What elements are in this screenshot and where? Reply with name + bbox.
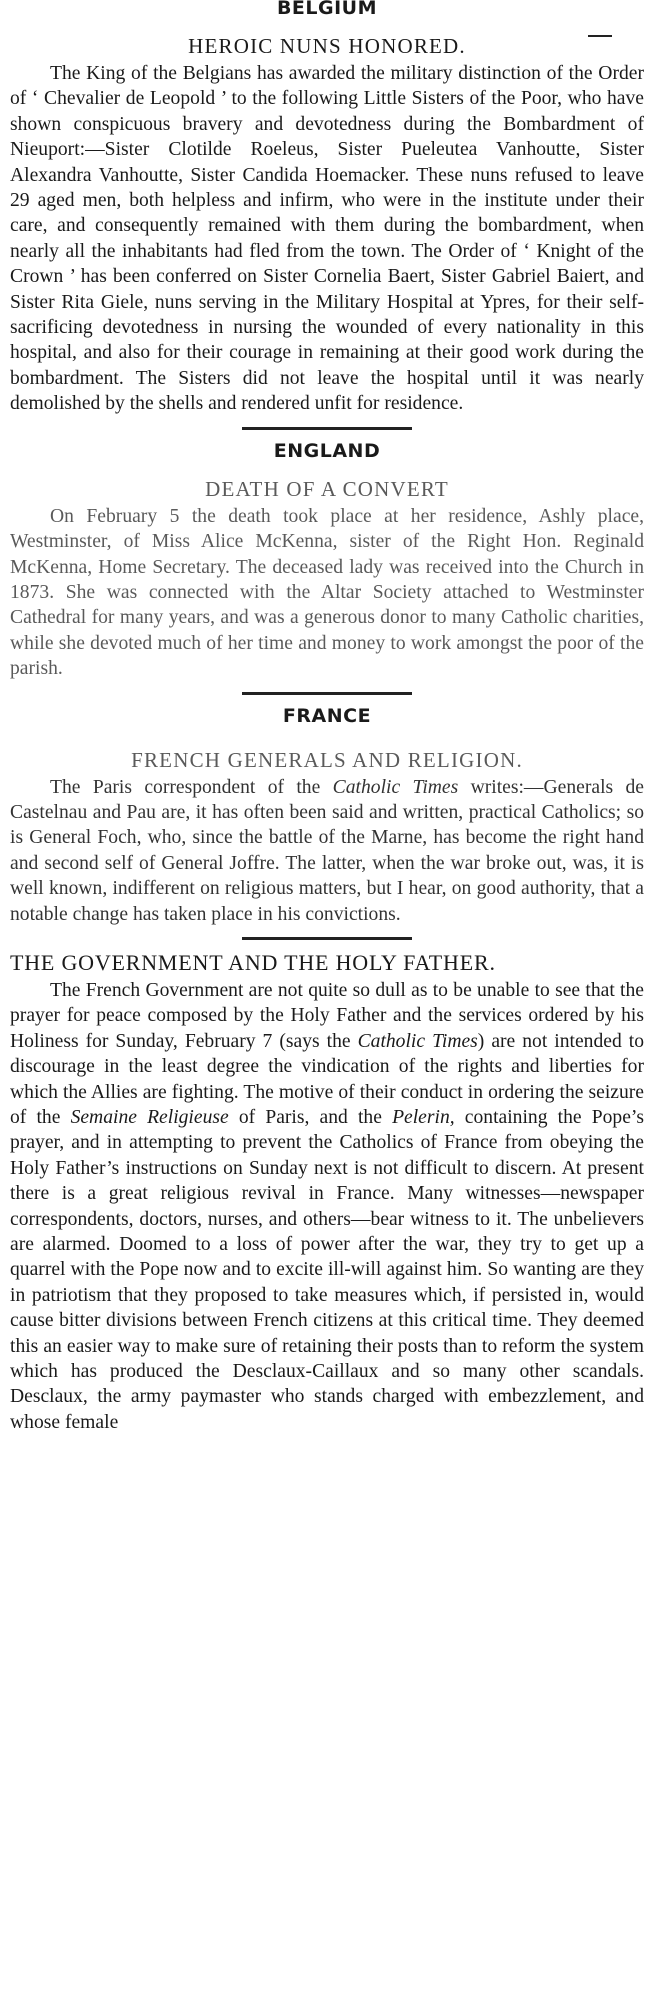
article-body-heroic-nuns: The King of the Belgians has awarded the military distinction of the Order of ‘ Chevalier de Leopold ’ to the following Little Sisters of the Poor, who have shown conspicuous bravery and devotedness during the Bombardment of Nieuport:—Sister Clotilde Roeleus, Sister Pueleutea Vanhoutte, Sister Alexandra Vanhoutte, Sister Candida Hoemacker. These nuns refused to leave 29 aged men, both helpless and infirm, who were in the institute under their care, and consequently remained with them during the bombardment, when nearly all the inhabitants had fled from the town. The Order of ‘ Knight of the Crown ’ has been conferred on Sister Cornelia Baert, Sister Gabriel Baiert, and Sister Rita Giele, nuns serving in the Military Hospital at Ypres, for their self-sacrificing devotedness in nursing the wounded of every nationality in this hospital, and also for their courage in remaining at their good work during the bombardment. The Sisters did not leave the hospital until it was nearly demolished by the shells and rendered unfit for residence.	[10, 63, 644, 415]
section-heading-england: ENGLAND	[273, 439, 381, 462]
publication-name: Catholic Times	[332, 776, 459, 798]
belgium-section	[10, 0, 644, 417]
article-body-death-of-a-convert: On February 5 the death took place at her residence, Ashly place, Westminster, of Miss Alice McKenna, sister of the Right Hon. Reginald McKenna, Home Secretary. The deceased lady was received into the Church in 1873. She was connected with the Altar Society attached to Westminster Cathedral for many years, and was a generous donor to many Catholic charities, while she devoted much of her time and money to work amongst the poor of the parish.	[10, 505, 644, 680]
section-divider	[242, 937, 412, 940]
article-title-government-holy-father: THE GOVERNMENT AND THE HOLY FATHER.	[10, 949, 496, 975]
article-title-french-generals: FRENCH GENERALS AND RELIGION.	[131, 747, 523, 772]
text-run: writes:—Generals de Castelnau and Pau are, it has often been said and written, practical Catholics; so is General Foch, who, since the battle of the Marne, has become the right hand and second self of General Joffre. The latter, when the war broke out, was, it is well known, indifferent on religious matters, but I hear, on good authority, that a notable change has taken place in his convictions.	[10, 776, 644, 925]
publication-name: Pelerin,	[392, 1107, 455, 1128]
text-run: ) are not intended to discourage in the least degree the vindication of the rights and liberties for which the Allies are fighting. The motive of their conduct in ordering the seizure of the	[10, 1030, 644, 1128]
text-run: The Paris correspondent of the	[50, 776, 333, 798]
publication-name: Catholic Times	[357, 1030, 478, 1052]
section-divider	[242, 427, 412, 430]
section-heading-belgium: BELGIUM	[276, 0, 378, 19]
text-run: containing the Pope’s prayer, and in attempting to prevent the Catholics of France from obeying the Holy Father’s instructions on Sunday next is not difficult to discern. At present there is a great religious revival in France. Many witnesses—newspaper correspondents, doctors, nurses, and others—bear witness to it. The unbelievers are alarmed. Doomed to a loss of power after the war, they try to get up a quarrel with the Pope now and to excite ill-will against him. So wanting are they in patriotism that they proposed to take measures which, if persisted in, would cause bitter divisions between French citizens at this critical time. They deemed this an easier way to make sure of retaining their posts than to reform the system which has produced the Desclaux-Caillaux and so many other scandals. Desclaux, the army paymaster who stands charged with embezzlement, and whose female	[10, 1107, 644, 1433]
text-run: The French Government are not quite so dull as to be unable to see that the prayer for peace composed by the Holy Father and the services ordered by his Holiness for Sunday, February 7 (says the	[10, 979, 644, 1052]
article-body-government-holy-father	[10, 978, 644, 1435]
publication-name: Semaine Religieuse	[70, 1107, 229, 1128]
article-body-french-generals	[10, 775, 644, 927]
decorative-dash	[588, 35, 612, 37]
article-title-death-of-a-convert: DEATH OF A CONVERT	[205, 476, 449, 501]
section-divider	[242, 692, 412, 695]
text-run: of Paris, and the	[228, 1107, 393, 1128]
article-title-heroic-nuns: HEROIC NUNS HONORED.	[188, 34, 466, 58]
government-section	[10, 950, 644, 1435]
france-section	[10, 705, 644, 927]
section-heading-france: FRANCE	[282, 704, 372, 727]
england-section	[10, 440, 644, 682]
